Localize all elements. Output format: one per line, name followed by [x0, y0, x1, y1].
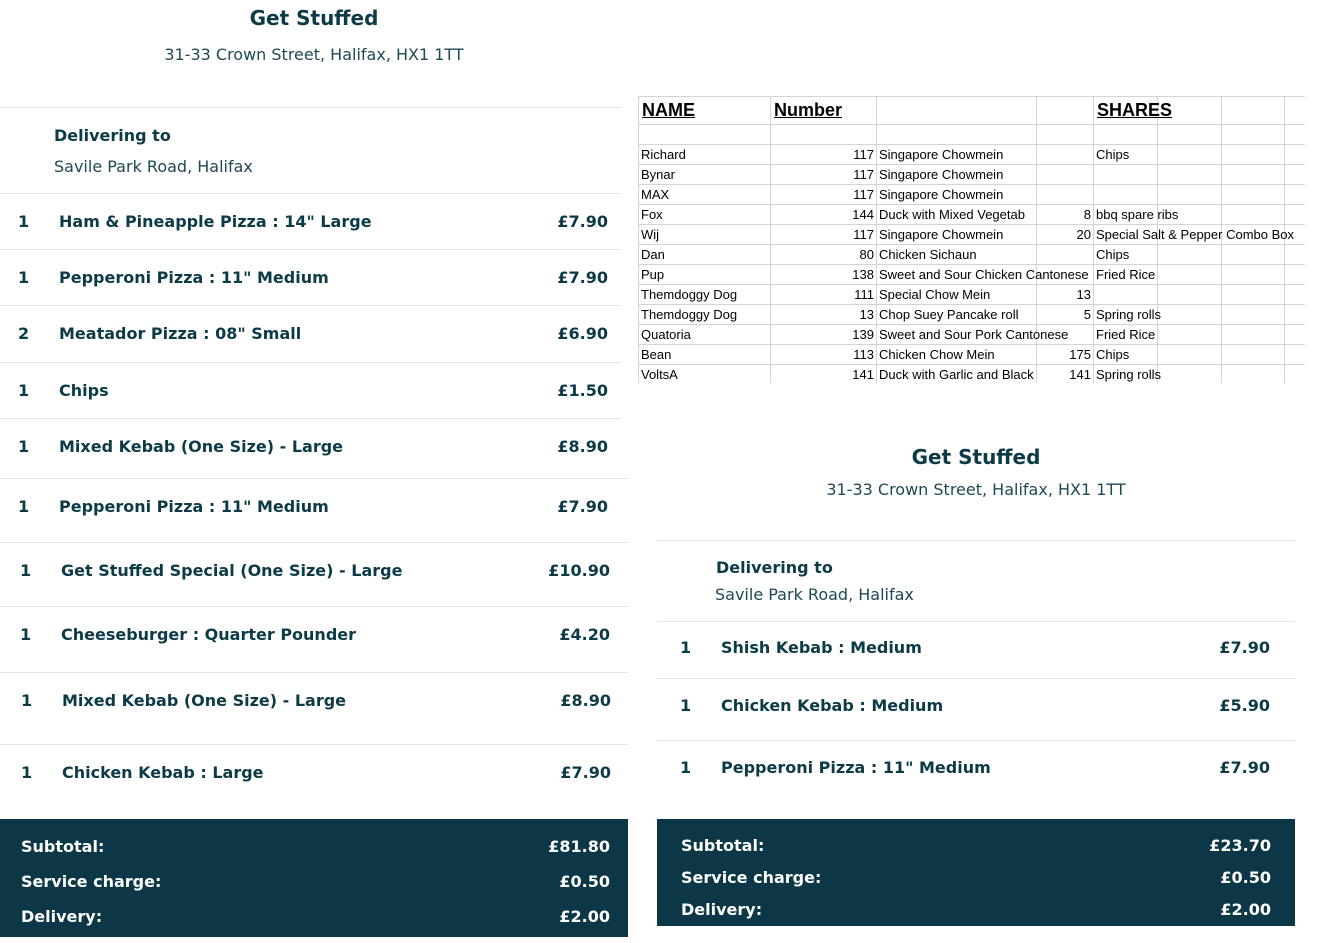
delivery-label: Delivery: [21, 907, 103, 926]
cell-share: bbq spare ribs [1096, 207, 1179, 222]
cell-dish: Duck with Mixed Vegetab [879, 207, 1025, 222]
item-price: £7.90 [557, 268, 608, 287]
cell-number: 138 [852, 267, 874, 282]
cell-dish: Chicken Sichaun [879, 247, 977, 262]
item-price: £4.20 [559, 625, 610, 644]
item-name: Meatador Pizza : 08" Small [59, 324, 302, 343]
item-price: £7.90 [560, 763, 611, 782]
item-price: £1.50 [557, 381, 608, 400]
divider [0, 107, 620, 108]
left-delivering-label: Delivering to [54, 126, 171, 145]
cell-name: Quatoria [641, 327, 691, 342]
cell-number: 117 [853, 227, 874, 242]
delivery-label: Delivery: [681, 900, 763, 919]
divider [0, 418, 620, 419]
cell-share: Special Salt & Pepper Combo Box [1096, 227, 1294, 242]
cell-dish: Sweet and Sour Pork Cantonese [879, 327, 1069, 342]
cell-qty: 13 [1076, 287, 1091, 302]
item-qty: 1 [18, 212, 30, 231]
right-delivering-label: Delivering to [716, 558, 833, 577]
item-qty: 1 [21, 691, 33, 710]
divider [657, 740, 1295, 741]
item-name: Chips [59, 381, 109, 400]
divider [0, 542, 628, 543]
service-charge-value: £0.50 [1220, 868, 1271, 887]
cell-dish: Duck with Garlic and Black [879, 367, 1034, 382]
divider [0, 249, 620, 250]
item-name: Pepperoni Pizza : 11" Medium [59, 497, 329, 516]
item-qty: 1 [20, 561, 32, 580]
item-price: £7.90 [1219, 758, 1270, 777]
service-charge-label: Service charge: [21, 872, 162, 891]
item-qty: 1 [20, 625, 32, 644]
item-price: £8.90 [560, 691, 611, 710]
grid-line [638, 96, 639, 383]
cell-number: 111 [854, 287, 874, 302]
cell-number: 13 [859, 307, 874, 322]
subtotal-value: £23.70 [1209, 836, 1271, 855]
divider [657, 621, 1295, 622]
left-restaurant-title: Get Stuffed [249, 6, 379, 30]
item-qty: 2 [18, 324, 30, 343]
item-name: Pepperoni Pizza : 11" Medium [59, 268, 329, 287]
cell-share: Spring rolls [1096, 307, 1162, 322]
left-totals-panel [0, 819, 628, 937]
cell-share: Fried Rice [1096, 327, 1156, 342]
right-delivering-address: Savile Park Road, Halifax [715, 585, 914, 604]
cell-name: Themdoggy Dog [641, 307, 738, 322]
cell-number: 117 [853, 167, 874, 182]
service-charge-label: Service charge: [681, 868, 822, 887]
delivery-value: £2.00 [1220, 900, 1271, 919]
divider [0, 305, 620, 306]
header-shares: SHARES [1097, 100, 1173, 120]
divider [0, 478, 628, 479]
cell-name: Fox [641, 207, 663, 222]
cell-dish: Sweet and Sour Chicken Cantonese [879, 267, 1089, 282]
divider [0, 744, 628, 745]
delivery-value: £2.00 [559, 907, 610, 926]
cell-number: 139 [852, 327, 874, 342]
grid-line [876, 96, 877, 383]
cell-dish: Special Chow Mein [879, 287, 991, 302]
item-qty: 1 [18, 437, 30, 456]
item-price: £7.90 [557, 497, 608, 516]
divider [0, 606, 628, 607]
cell-dish: Chicken Chow Mein [879, 347, 995, 362]
item-qty: 1 [680, 758, 692, 777]
cell-number: 144 [852, 207, 874, 222]
cell-share: Chips [1096, 347, 1130, 362]
cell-share: Spring rolls [1096, 367, 1162, 382]
left-restaurant-address: 31-33 Crown Street, Halifax, HX1 1TT [164, 45, 464, 64]
cell-name: Dan [641, 247, 665, 262]
item-name: Ham & Pineapple Pizza : 14" Large [59, 212, 372, 231]
item-name: Mixed Kebab (One Size) - Large [62, 691, 347, 710]
cell-dish: Singapore Chowmein [879, 187, 1004, 202]
divider [657, 678, 1295, 679]
left-delivering-address: Savile Park Road, Halifax [54, 157, 253, 176]
item-price: £5.90 [1219, 696, 1270, 715]
service-charge-value: £0.50 [559, 872, 610, 891]
header-number: Number [774, 100, 843, 120]
cell-qty: 8 [1083, 207, 1091, 222]
item-qty: 1 [18, 497, 30, 516]
item-qty: 1 [680, 638, 692, 657]
cell-share: Chips [1096, 247, 1130, 262]
grid-line [638, 96, 1305, 97]
cell-name: MAX [641, 187, 670, 202]
item-qty: 1 [18, 381, 30, 400]
spreadsheet [638, 96, 1305, 383]
grid-line [770, 96, 771, 383]
cell-name: VoltsA [641, 367, 678, 382]
header-name: NAME [642, 100, 695, 120]
item-price: £10.90 [548, 561, 610, 580]
subtotal-value: £81.80 [548, 837, 610, 856]
cell-number: 141 [852, 367, 874, 382]
item-price: £7.90 [557, 212, 608, 231]
item-name: Chicken Kebab : Medium [721, 696, 944, 715]
right-restaurant-address: 31-33 Crown Street, Halifax, HX1 1TT [826, 480, 1126, 499]
cell-number: 80 [859, 247, 874, 262]
item-name: Get Stuffed Special (One Size) - Large [61, 561, 403, 580]
cell-name: Richard [641, 147, 686, 162]
cell-qty: 141 [1069, 367, 1091, 382]
item-qty: 1 [680, 696, 692, 715]
divider [0, 672, 628, 673]
cell-dish: Singapore Chowmein [879, 147, 1004, 162]
grid-line [1093, 96, 1094, 383]
cell-number: 117 [853, 187, 874, 202]
cell-dish: Chop Suey Pancake roll [879, 307, 1019, 322]
cell-name: Bynar [641, 167, 675, 182]
cell-dish: Singapore Chowmein [879, 227, 1004, 242]
cell-name: Bean [641, 347, 672, 362]
item-qty: 1 [21, 763, 33, 782]
cell-dish: Singapore Chowmein [879, 167, 1004, 182]
subtotal-label: Subtotal: [21, 837, 105, 856]
cell-qty: 20 [1076, 227, 1091, 242]
item-price: £7.90 [1219, 638, 1270, 657]
cell-name: Themdoggy Dog [641, 287, 738, 302]
item-price: £8.90 [557, 437, 608, 456]
right-totals-panel [657, 819, 1295, 926]
item-price: £6.90 [557, 324, 608, 343]
item-name: Pepperoni Pizza : 11" Medium [721, 758, 991, 777]
cell-share: Chips [1096, 147, 1130, 162]
cell-name: Wij [641, 227, 660, 242]
item-name: Shish Kebab : Medium [721, 638, 922, 657]
cell-qty: 5 [1083, 307, 1091, 322]
divider [0, 362, 620, 363]
cell-number: 117 [853, 147, 874, 162]
item-name: Mixed Kebab (One Size) - Large [59, 437, 344, 456]
cell-share: Fried Rice [1096, 267, 1156, 282]
divider [657, 540, 1295, 541]
subtotal-label: Subtotal: [681, 836, 765, 855]
grid-line [638, 124, 1305, 125]
item-name: Chicken Kebab : Large [62, 763, 264, 782]
right-restaurant-title: Get Stuffed [911, 445, 1041, 469]
cell-qty: 175 [1069, 347, 1091, 362]
item-qty: 1 [18, 268, 30, 287]
cell-number: 113 [853, 347, 874, 362]
divider [0, 193, 620, 194]
item-name: Cheeseburger : Quarter Pounder [61, 625, 357, 644]
cell-name: Pup [641, 267, 665, 282]
